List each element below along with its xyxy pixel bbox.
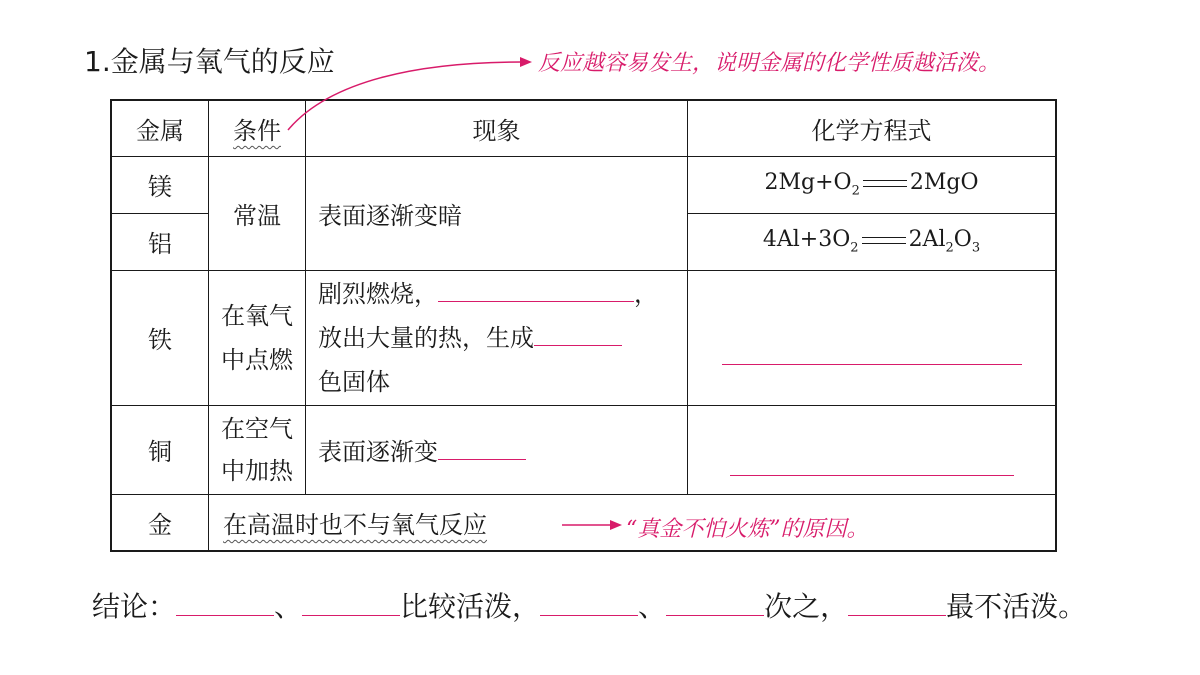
conclusion-text-2: 次之， bbox=[764, 590, 849, 623]
answer-blank[interactable] bbox=[666, 593, 764, 616]
equation-mg: $2Mg+O_2$ 2MgO bbox=[688, 156, 1057, 213]
answer-blank[interactable] bbox=[540, 593, 638, 616]
header-phenomenon: 现象 bbox=[306, 100, 688, 156]
phen-fe-text2: 放出大量的热，生成 bbox=[318, 323, 534, 352]
conclusion-label: 结论： bbox=[92, 590, 177, 623]
arrow-top-path bbox=[288, 62, 522, 130]
annotation-bottom: “真金不怕火炼”的原因。 bbox=[626, 517, 869, 542]
condition-cu-line1: 在空气 bbox=[221, 414, 293, 443]
conclusion-text-3: 最不活泼。 bbox=[946, 590, 1087, 623]
condition-fe-line1: 在氧气 bbox=[221, 301, 293, 330]
separator: 、 bbox=[274, 590, 303, 623]
phen-fe-comma: ， bbox=[634, 279, 658, 308]
equation-al: $4Al+3O_2$ $2Al_2O_3$ bbox=[688, 213, 1057, 270]
eq-al-right: 2Al bbox=[908, 227, 946, 253]
eq-mg-left: 2Mg+O bbox=[764, 170, 852, 196]
eq-mg-right: 2MgO bbox=[909, 170, 979, 196]
arrow-top-head bbox=[520, 57, 532, 67]
metal-au: 金 bbox=[111, 494, 209, 551]
annotation-top: 反应越容易发生，说明金属的化学性质越活泼。 bbox=[538, 51, 1001, 76]
header-equation: 化学方程式 bbox=[688, 100, 1057, 156]
phenomenon-fe-line3: 色固体 bbox=[318, 367, 390, 396]
au-text: 在高温时也不与氧气反应 bbox=[223, 510, 487, 539]
condition-cu-line2: 中加热 bbox=[221, 456, 293, 485]
answer-blank[interactable] bbox=[302, 593, 400, 616]
metal-mg: 镁 bbox=[111, 156, 209, 213]
answer-blank[interactable] bbox=[176, 593, 274, 616]
conclusion-text-1: 比较活泼， bbox=[400, 590, 541, 623]
condition-room-temp: 常温 bbox=[209, 156, 306, 270]
condition-fe-line2: 中点燃 bbox=[221, 345, 293, 374]
section-title: 1.金属与氧气的反应 bbox=[84, 45, 335, 78]
answer-blank[interactable] bbox=[848, 593, 946, 616]
metal-al: 铝 bbox=[111, 213, 209, 270]
separator: 、 bbox=[638, 590, 667, 623]
phen-cu-text: 表面逐渐变 bbox=[318, 438, 438, 466]
header-metal: 金属 bbox=[111, 100, 209, 156]
phenomenon-darken: 表面逐渐变暗 bbox=[306, 156, 688, 270]
conclusion-line bbox=[92, 585, 1086, 625]
metal-cu: 铜 bbox=[111, 405, 209, 494]
eq-al-left: 4Al+3O bbox=[762, 227, 851, 253]
metal-fe: 铁 bbox=[111, 270, 209, 405]
arrow-bottom-head bbox=[610, 520, 622, 530]
header-condition-label: 条件 bbox=[233, 116, 281, 145]
phen-fe-text1: 剧烈燃烧， bbox=[318, 279, 438, 308]
